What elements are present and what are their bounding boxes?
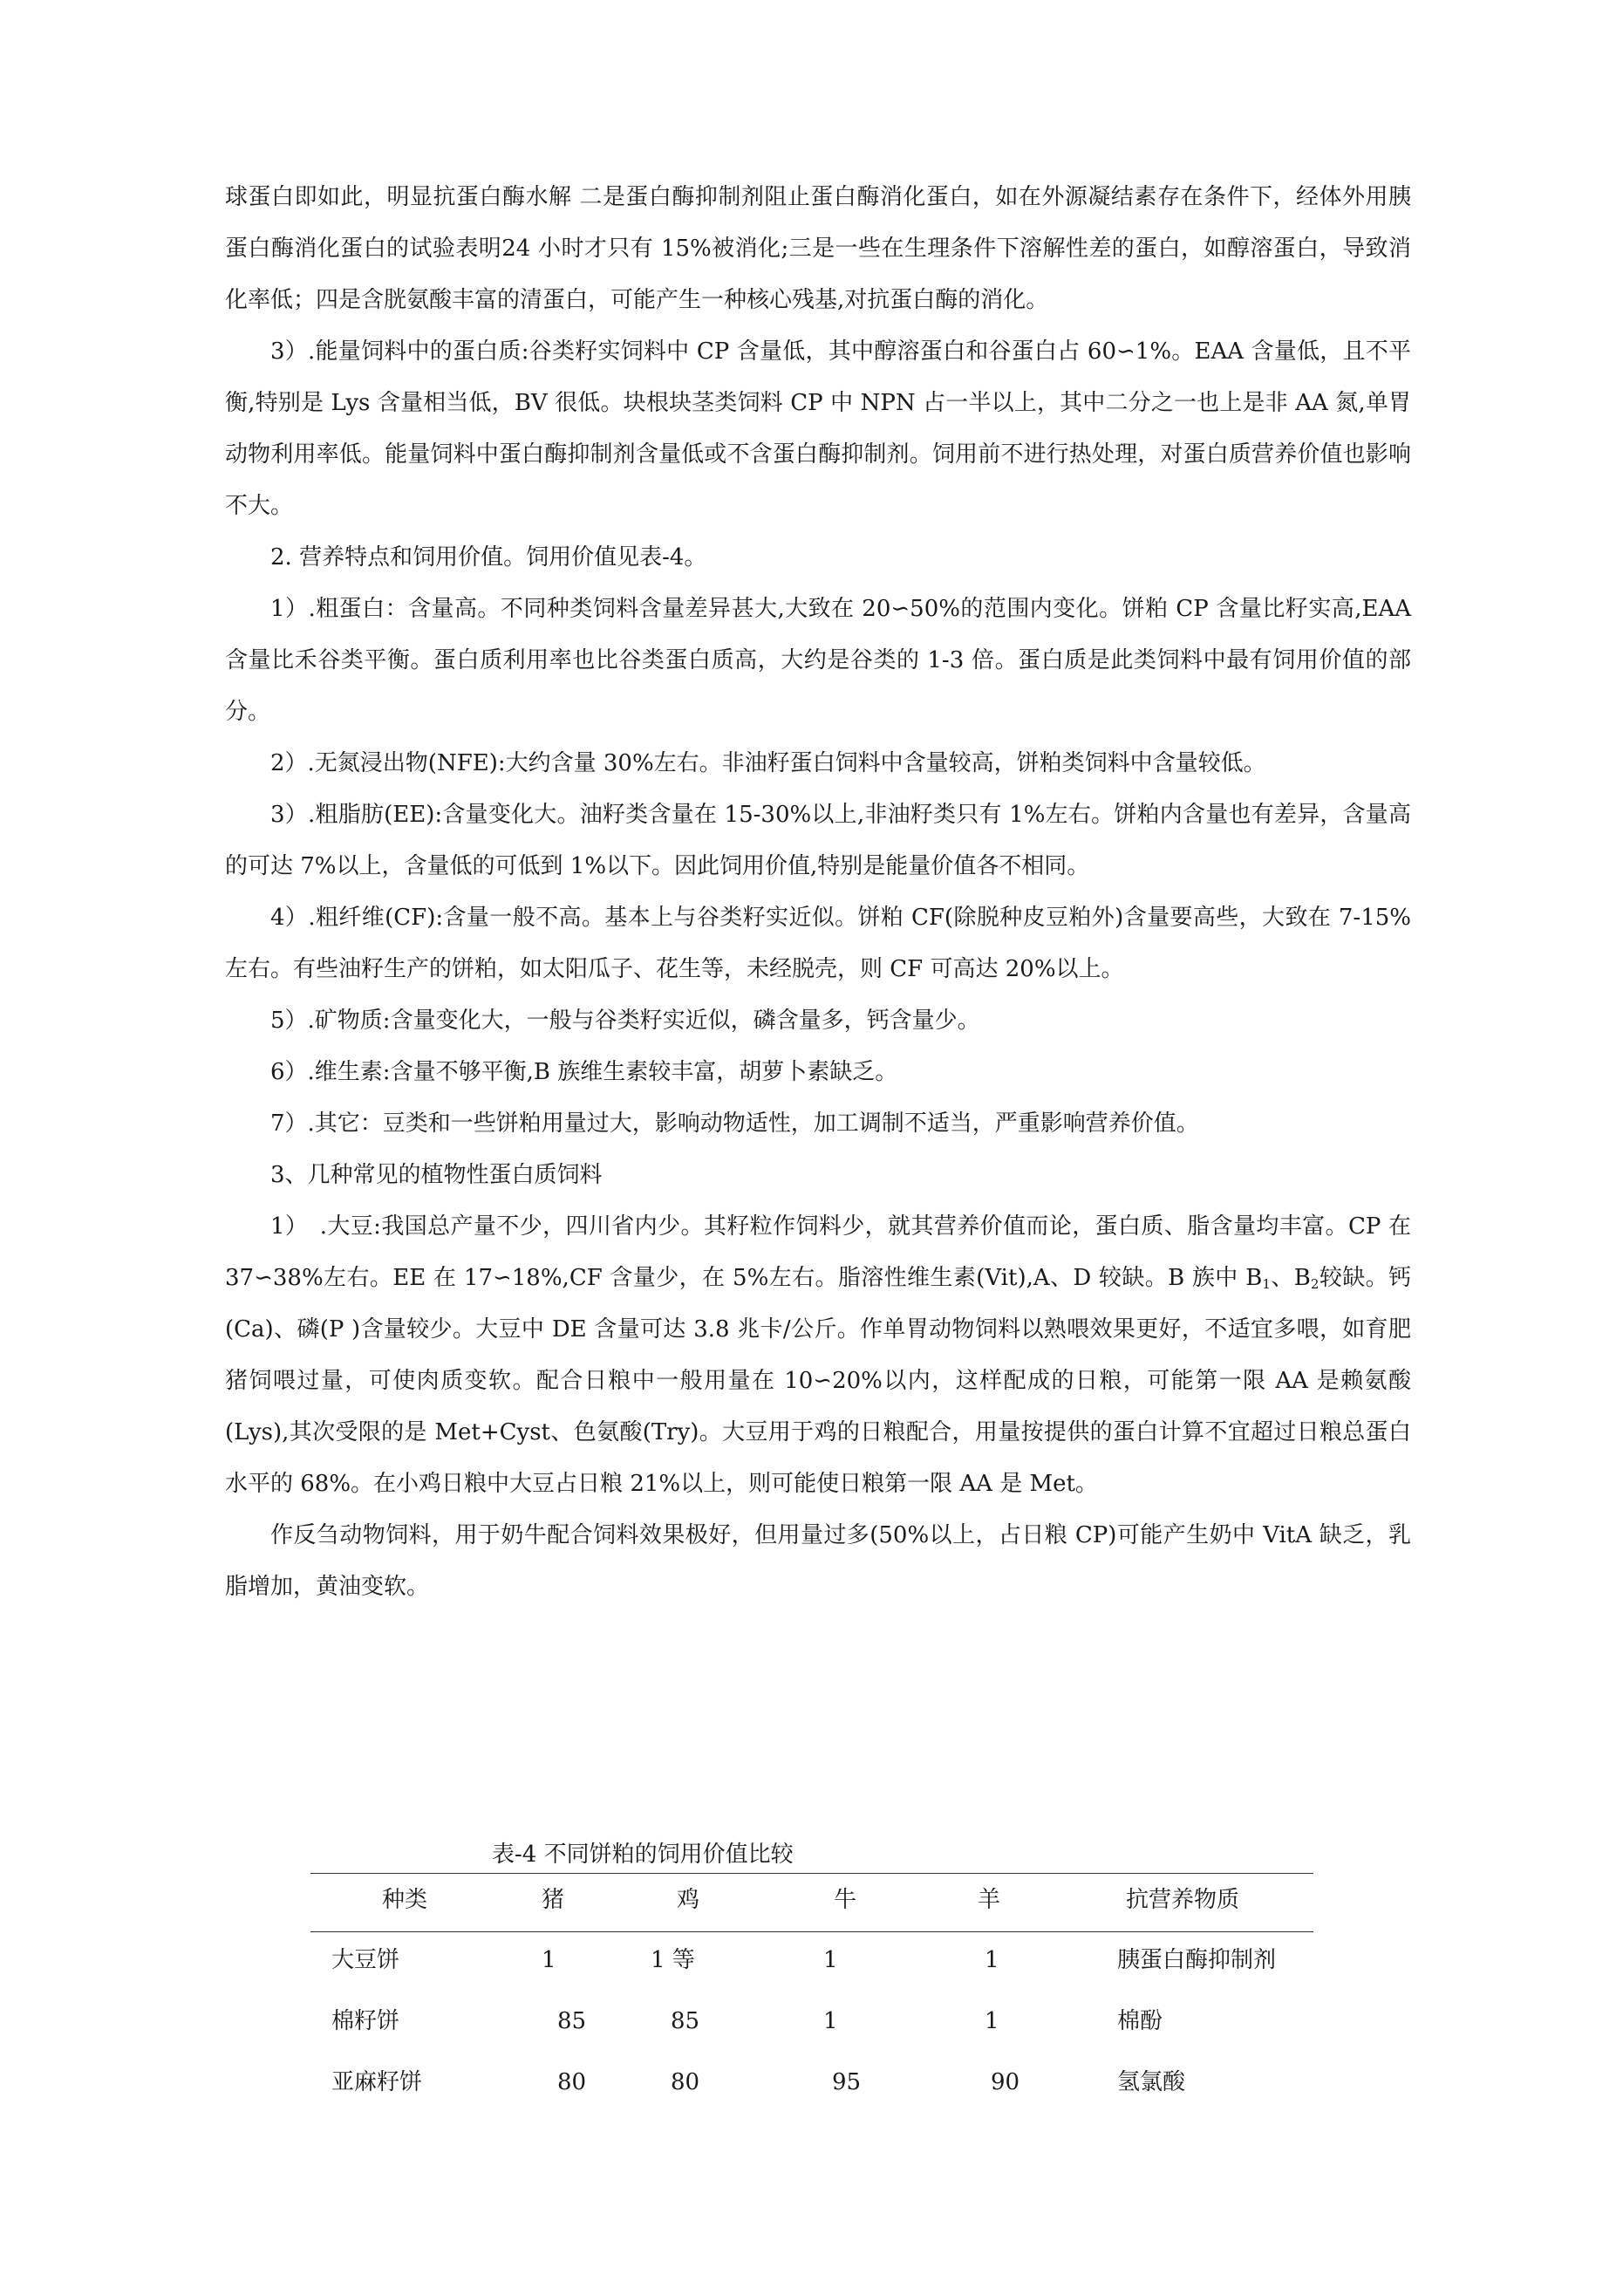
table-cell: 1 等 — [651, 1947, 695, 1973]
document-body — [225, 172, 1411, 1613]
soybean-text-part3: 较缺。钙(Ca)、磷(P )含量较少。大豆中 DE 含量可达 3.8 兆卡/公斤。作单胃动物饲料以熟喂效果更好，不适宜多喂，如育肥猪饲喂过量，可使肉质变软。配合日粮中一般用量在 10∽20%以内，这样配成的日粮，可能第一限 AA 是赖氨酸(Lys),其次受限的是 Met+Cyst、色氨酸(Try)。大豆用于鸡的日粮配合，用量按提供的蛋白计算不宜超过日粮总蛋白水平的 68%。在小鸡日粮中大豆占日粮 21%以上，则可能使日粮第一限 AA 是 Met。 — [225, 1265, 1411, 1497]
paragraph-nutrition-heading: 2. 营养特点和饲用价值。饲用价值见表-4。 — [270, 544, 707, 571]
table-cell: 1 — [823, 2008, 838, 2034]
table-header-cell: 鸡 — [677, 1887, 700, 1913]
table-cell: 80 — [671, 2069, 700, 2095]
paragraph-vitamins: 6）.维生素:含量不够平衡,B 族维生素较丰富，胡萝卜素缺乏。 — [270, 1059, 898, 1085]
table-cell: 1 — [985, 2008, 999, 2034]
table-header-cell: 牛 — [834, 1887, 857, 1913]
subscript-1: 1 — [1262, 1276, 1271, 1292]
paragraph-ruminant-feed: 作反刍动物饲料，用于奶牛配合饲料效果极好，但用量过多(50%以上，占日粮 CP)可能产生奶中 VitA 缺乏，乳脂增加，黄油变软。 — [225, 1522, 1411, 1600]
table-cell: 亚麻籽饼 — [331, 2069, 423, 2095]
table-cell: 棉籽饼 — [331, 2008, 400, 2034]
table-row — [310, 2065, 1313, 2100]
table-row — [310, 1943, 1313, 1978]
paragraph-protein-digestion: 球蛋白即如此，明显抗蛋白酶水解 二是蛋白酶抑制剂阻止蛋白酶消化蛋白，如在外源凝结素存在条件下，经体外用胰蛋白酶消化蛋白的试验表明24 小时才只有 15%被消化;三是一些在生理条件下溶解性差的蛋白，如醇溶蛋白，导致消化率低；四是含胱氨酸丰富的清蛋白，可能产生一种核心残基,对抗蛋白酶的消化。 — [225, 184, 1411, 313]
paragraph-energy-feed-protein: 3）.能量饲料中的蛋白质:谷类籽实饲料中 CP 含量低，其中醇溶蛋白和谷蛋白占 60∽1%。EAA 含量低，且不平衡,特别是 Lys 含量相当低，BV 很低。块根块茎类饲料 CP 中 NPN 占一半以上，其中二分之一也上是非 AA 氮,单胃动物利用率低。能量饲料中蛋白酶抑制剂含量低或不含蛋白酶抑制剂。饲用前不进行热处理，对蛋白质营养价值也影响不大。 — [225, 338, 1411, 519]
paragraph-soybean — [225, 1201, 1411, 1510]
table-caption: 表-4 不同饼粕的饲用价值比较 — [492, 1842, 794, 1868]
paragraph-crude-fat: 3）.粗脂肪(EE):含量变化大。油籽类含量在 15-30%以上,非油籽类只有 1%左右。饼粕内含量也有差异，含量高的可达 7%以上，含量低的可低到 1%以下。因此饲用价值,特别是能量价值各不相同。 — [225, 802, 1411, 879]
table-cell: 85 — [671, 2008, 700, 2034]
table-cell: 1 — [823, 1947, 838, 1973]
paragraph-others: 7）.其它：豆类和一些饼粕用量过大，影响动物适性，加工调制不适当，严重影响营养价值。 — [270, 1110, 1199, 1137]
table-header-rule — [310, 1931, 1313, 1932]
paragraph-crude-protein: 1）.粗蛋白：含量高。不同种类饲料含量差异甚大,大致在 20∽50%的范围内变化。饼粕 CP 含量比籽实高,EAA 含量比禾谷类平衡。蛋白质利用率也比谷类蛋白质高，大约是谷类的 1-3 倍。蛋白质是此类饲料中最有饲用价值的部分。 — [225, 596, 1411, 725]
table-header-row — [310, 1883, 1313, 1917]
table-header-cell: 羊 — [978, 1887, 1001, 1913]
table-row — [310, 2004, 1313, 2039]
paragraph-crude-fiber: 4）.粗纤维(CF):含量一般不高。基本上与谷类籽实近似。饼粕 CF(除脱种皮豆粕外)含量要高些，大致在 7-15%左右。有些油籽生产的饼粕，如太阳瓜子、花生等，未经脱壳，则 CF 可高达 20%以上。 — [225, 905, 1411, 982]
table-header-cell: 猪 — [542, 1887, 565, 1913]
paragraph-nfe: 2）.无氮浸出物(NFE):大约含量 30%左右。非油籽蛋白饲料中含量较高，饼粕类饲料中含量较低。 — [270, 750, 1266, 776]
table-cell: 大豆饼 — [331, 1947, 400, 1973]
table-cell: 80 — [557, 2069, 587, 2095]
table-cell: 胰蛋白酶抑制剂 — [1117, 1947, 1277, 1973]
table-cell: 90 — [991, 2069, 1020, 2095]
soybean-text-part2: 、B — [1270, 1265, 1311, 1291]
table-cell: 氢氯酸 — [1117, 2069, 1186, 2095]
table-header-cell: 种类 — [382, 1887, 428, 1913]
table-cell: 1 — [985, 1947, 999, 1973]
table-cell: 1 — [542, 1947, 556, 1973]
table-cell: 85 — [557, 2008, 587, 2034]
soybean-text-part1: 1） .大豆:我国总产量不少，四川省内少。其籽粒作饲料少，就其营养价值而论，蛋白质、脂含量均丰富。CP 在 37∽38%左右。EE 在 17∽18%,CF 含量少，在 5%左右。脂溶性维生素(Vit),A、D 较缺。B 族中 B — [225, 1213, 1411, 1291]
table-cell: 95 — [832, 2069, 862, 2095]
paragraph-minerals: 5）.矿物质:含量变化大，一般与谷类籽实近似，磷含量多，钙含量少。 — [270, 1008, 980, 1034]
table-top-rule — [310, 1873, 1313, 1874]
table-header-cell: 抗营养物质 — [1126, 1887, 1240, 1913]
subscript-2: 2 — [1310, 1276, 1320, 1292]
table-cell: 棉酚 — [1117, 2008, 1163, 2034]
section-heading-plant-protein: 3、几种常见的植物性蛋白质饲料 — [270, 1162, 603, 1188]
